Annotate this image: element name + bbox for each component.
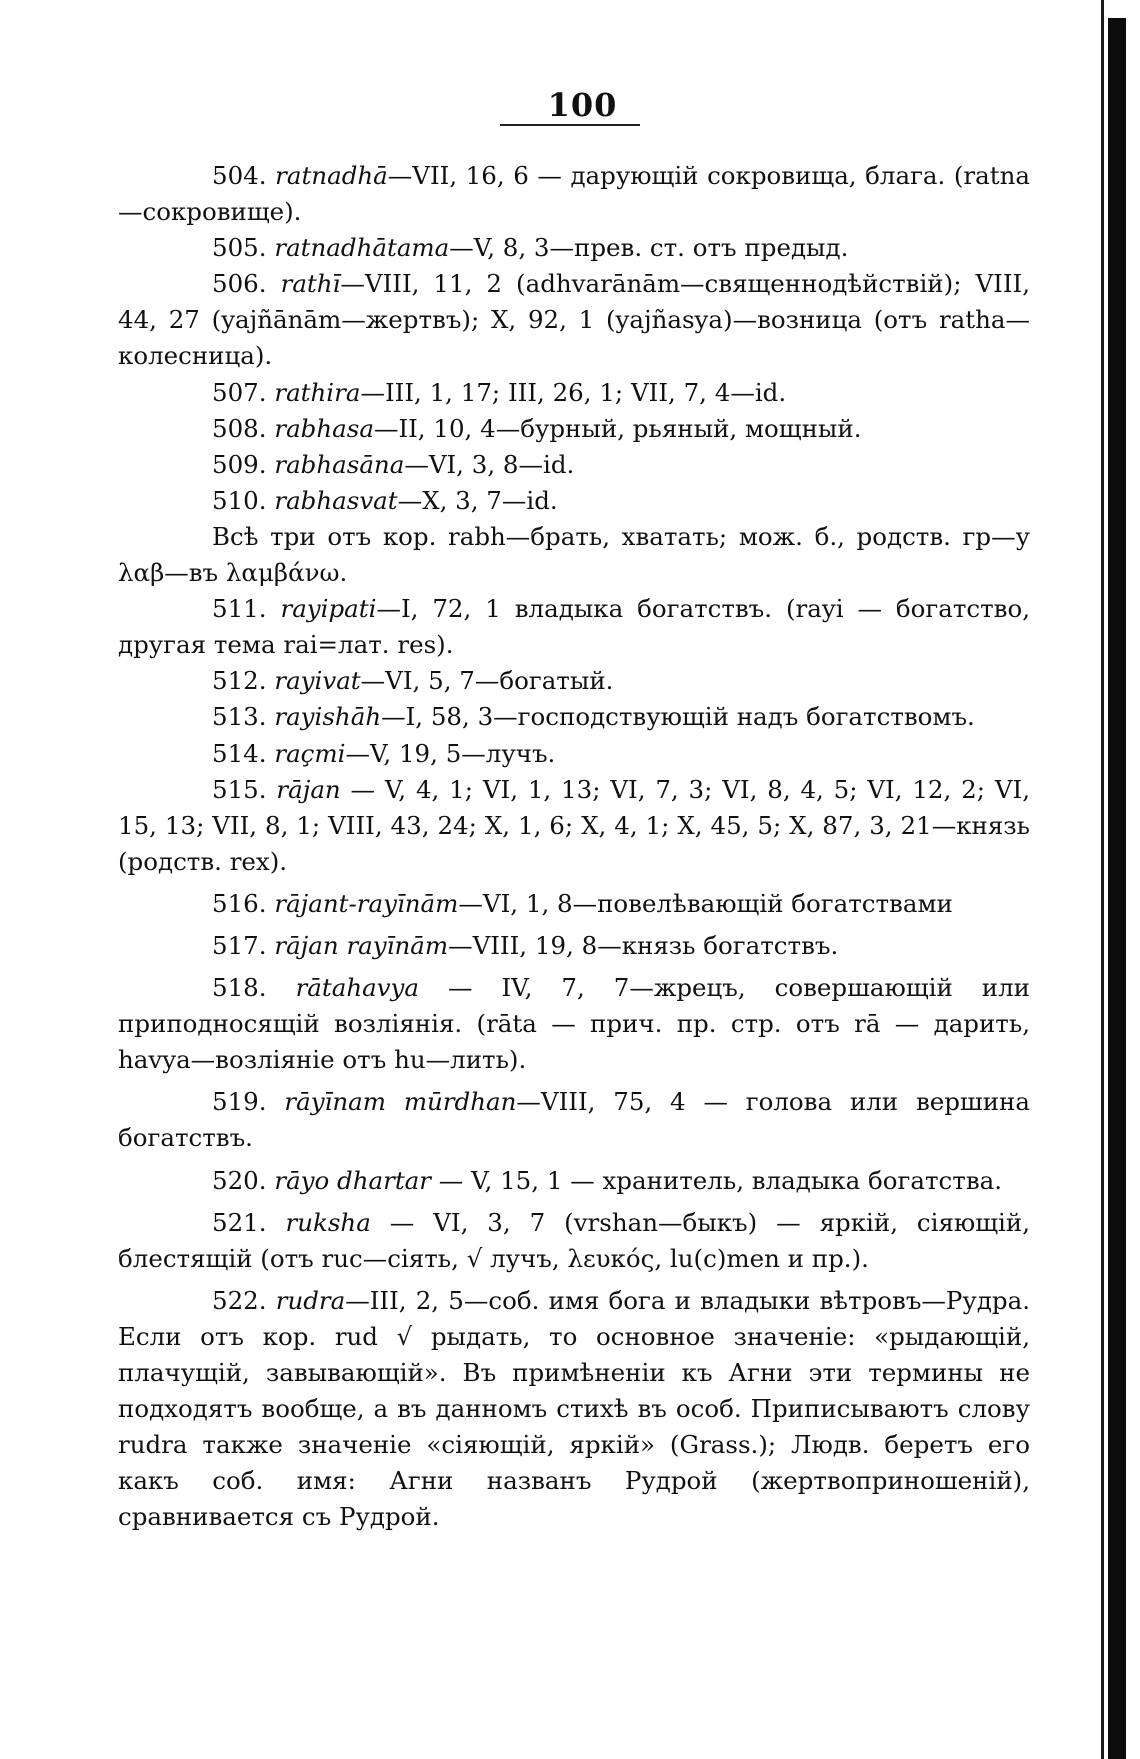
dictionary-entries <box>118 158 1030 1535</box>
entry-number: 516. <box>212 888 267 918</box>
entry-definition: —VI, 3, 8—id. <box>404 449 575 479</box>
dictionary-entry <box>118 483 1030 519</box>
dictionary-entry <box>118 699 1030 735</box>
entry-term: rayivat <box>274 666 361 696</box>
entry-definition: — VI, 3, 7 (vrshan—быкъ) — яркій, сіяющій, блестящій (отъ ruc—сіять, √ лучъ, λευκός, lu(c)men и пр.). <box>118 1207 1030 1273</box>
entry-definition: —VII, 16, 6 — дарующій сокровища, блага. (ratna—сокровище). <box>118 161 1030 227</box>
entry-term: rudra <box>275 1285 346 1315</box>
page-number-rule <box>500 124 640 126</box>
entry-number: 518. <box>212 973 267 1003</box>
entry-number: 511. <box>212 594 267 624</box>
entry-number: 513. <box>212 702 267 732</box>
dictionary-entry <box>118 736 1030 772</box>
entry-term: raçmi <box>274 738 346 768</box>
dictionary-entry <box>118 411 1030 447</box>
dictionary-entry <box>118 886 1030 922</box>
entry-term: rāyo dhartar <box>274 1165 432 1195</box>
entry-definition: —V, 19, 5—лучъ. <box>345 738 556 768</box>
dictionary-entry <box>118 447 1030 483</box>
entry-number: 506. <box>212 269 267 299</box>
entry-definition: —III, 1, 17; III, 26, 1; VII, 7, 4—id. <box>360 377 787 407</box>
entry-term: rabhasa <box>274 413 374 443</box>
dictionary-entry <box>118 1283 1030 1536</box>
entry-definition: —I, 58, 3—господствующій надъ богатствомъ. <box>381 702 975 732</box>
entry-definition: —VIII, 19, 8—князь богатствъ. <box>448 930 839 960</box>
entry-term: rayishāh <box>274 702 382 732</box>
dictionary-entry <box>118 158 1030 230</box>
entry-definition: —V, 8, 3—прев. ст. отъ предыд. <box>449 233 849 263</box>
entry-number: 505. <box>212 233 267 263</box>
entry-number: 512. <box>212 666 267 696</box>
dictionary-entry <box>118 772 1030 880</box>
entry-definition: —III, 2, 5—соб. имя бога и владыки вѣтровъ—Рудра. Если отъ кор. rud √ рыдать, то основное значеніе: «рыдающій, плачущій, завывающій». Въ примѣненіи къ Агни эти термины не подходятъ вообще, а въ данномъ стихѣ въ особ. Приписываютъ слову rudra также значеніе «сіяющій, яркій» (Grass.); Людв. беретъ его какъ соб. имя: Агни названъ Рудрой (жертвоприношеній), сравнивается съ Рудрой. <box>118 1285 1030 1532</box>
page-edge-shadow <box>1101 0 1104 1759</box>
entry-term: rāyīnam mūrdhan <box>284 1087 517 1117</box>
entry-term: rabhasāna <box>274 449 405 479</box>
entry-number: 519. <box>212 1087 267 1117</box>
dictionary-entry <box>118 1084 1030 1156</box>
page-edge-binding <box>1108 18 1126 1759</box>
entry-number: 508. <box>212 413 267 443</box>
entry-term: rabhasvat <box>274 485 398 515</box>
entry-term: rātahavya <box>295 973 420 1003</box>
entry-term: ratnadhā <box>275 161 388 190</box>
dictionary-entry <box>118 1205 1030 1277</box>
dictionary-entry <box>118 266 1030 374</box>
entry-number: 507. <box>212 377 267 407</box>
entry-term: rathī <box>280 269 341 299</box>
entry-number: 521. <box>212 1207 267 1237</box>
entry-definition: —VIII, 11, 2 (adhvarānām—священнодѣйствій); VIII, 44, 27 (yajñānām—жертвъ); X, 92, 1 (yajñasya)—возница (отъ ratha—колесница). <box>118 269 1030 371</box>
entry-number: 520. <box>212 1165 267 1195</box>
entry-definition: —II, 10, 4—бурный, рьяный, мощный. <box>373 413 862 443</box>
entry-definition: —I, 72, 1 владыка богатствъ. (rayi — богатство, другая тема rai=лат. res). <box>118 594 1030 660</box>
entry-term: rayipati <box>280 594 377 624</box>
entry-definition: —VI, 1, 8—повелѣвающій богатствами <box>458 888 953 918</box>
dictionary-entry <box>118 375 1030 411</box>
entry-term: rājant-rayīnām <box>274 888 459 918</box>
dictionary-entry <box>118 928 1030 964</box>
entry-number: 509. <box>212 449 267 479</box>
entry-definition: —VIII, 75, 4 — голова или вершина богатствъ. <box>118 1087 1030 1153</box>
entry-number: 522. <box>212 1285 267 1315</box>
dictionary-entry <box>118 230 1030 266</box>
entry-number: 514. <box>212 738 267 768</box>
entry-number: 504. <box>212 161 267 190</box>
entry-term: ruksha <box>285 1207 371 1237</box>
entry-number: 515. <box>212 774 267 804</box>
entry-definition: —X, 3, 7—id. <box>397 485 558 515</box>
entry-term: rathira <box>274 377 361 407</box>
dictionary-entry <box>118 519 1030 591</box>
entry-number: 510. <box>212 485 267 515</box>
entry-definition: — IV, 7, 7—жрецъ, совершающій или приподносящій возліянія. (rāta — прич. пр. стр. отъ rā — дарить, havya—возліяніе отъ hu—лить). <box>118 973 1030 1075</box>
entry-number: 517. <box>212 930 267 960</box>
entry-term: rājan <box>276 774 341 804</box>
dictionary-entry <box>118 1163 1030 1199</box>
entry-definition: — V, 15, 1 — хранитель, владыка богатства. <box>431 1165 1003 1195</box>
dictionary-entry <box>118 970 1030 1078</box>
entry-definition: Всѣ три отъ кор. rabh—брать, хватать; мож. б., родств. гр—у λαβ—въ λαμβάνω. <box>118 521 1030 588</box>
dictionary-entry <box>118 591 1030 663</box>
entry-term: ratnadhātama <box>274 233 450 263</box>
entry-definition: — V, 4, 1; VI, 1, 13; VI, 7, 3; VI, 8, 4, 5; VI, 12, 2; VI, 15, 13; VII, 8, 1; VIII, 43, 24; X, 1, 6; X, 4, 1; X, 45, 5; X, 87, 3, 21—князь (родств. rex). <box>118 774 1030 876</box>
entry-term: rājan rayīnām <box>274 930 449 960</box>
dictionary-entry <box>118 663 1030 699</box>
entry-definition: —VI, 5, 7—богатый. <box>360 666 614 696</box>
page-number: 100 <box>547 86 618 124</box>
